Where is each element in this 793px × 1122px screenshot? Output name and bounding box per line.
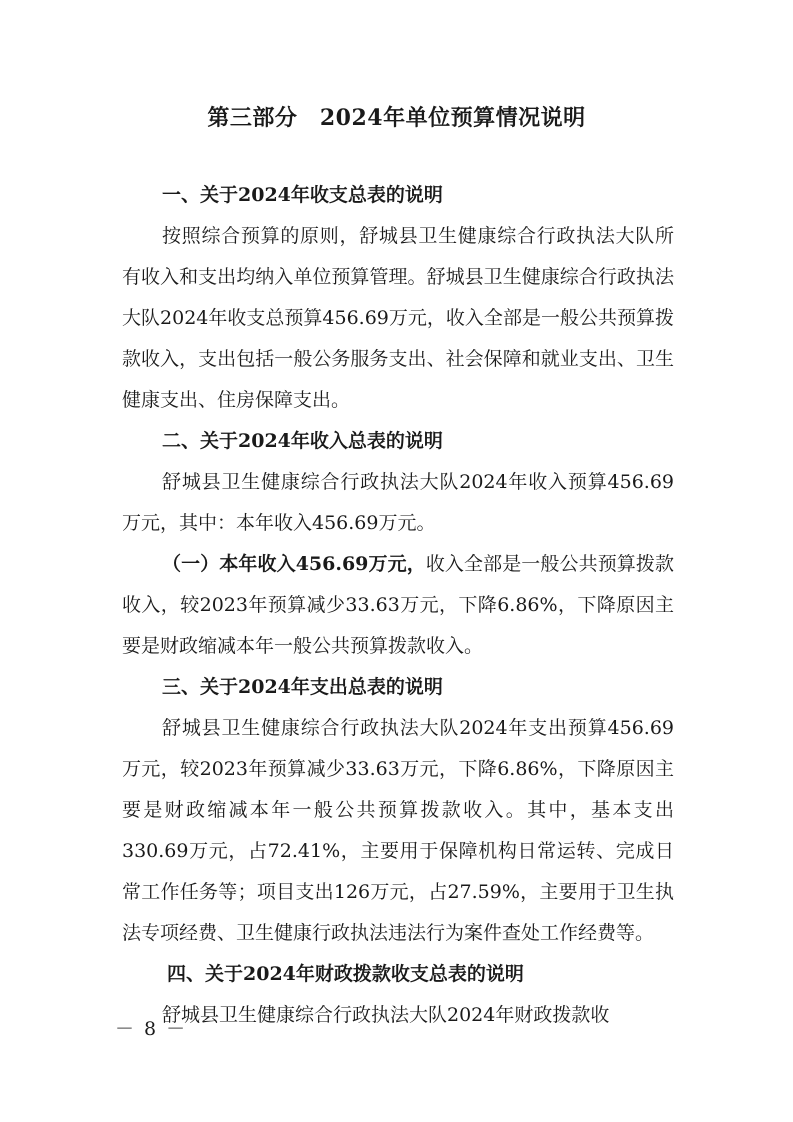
page-title: 第三部分 2024年单位预算情况说明	[207, 105, 586, 131]
section-subparagraph-2-1	[122, 544, 674, 667]
section-heading-2: 二、关于2024年收入总表的说明	[162, 430, 443, 452]
section-paragraph-3: 舒城县卫生健康综合行政执法大队2024年支出预算456.69万元，较2023年预算减少33.63万元，下降6.86%，下降原因主要是财政缩减本年一般公共预算拨款收入。其中，基本支出330.69万元，占72.41%，主要用于保障机构日常运转、完成日常工作任务等；项目支出126万元，占27.59%，主要用于卫生执法专项经费、卫生健康行政执法违法行为案件查处工作经费等。	[122, 717, 674, 944]
subparagraph-lead: （一）本年收入456.69万元，	[162, 553, 426, 575]
subparagraph-text: 收入全部是一般公共预算拨款收入，较2023年预算减少33.63万元，下降6.86%，下降原因主要是财政缩减本年一般公共预算拨款收入。	[122, 553, 674, 657]
section-paragraph-2: 舒城县卫生健康综合行政执法大队2024年收入预算456.69万元，其中：本年收入456.69万元。	[122, 471, 674, 534]
document-body	[122, 175, 674, 1036]
section-paragraph-1: 按照综合预算的原则，舒城县卫生健康综合行政执法大队所有收入和支出均纳入单位预算管理。舒城县卫生健康综合行政执法大队2024年收支总预算456.69万元，收入全部是一般公共预算拨款收入，支出包括一般公务服务支出、社会保障和就业支出、卫生健康支出、住房保障支出。	[122, 225, 674, 411]
section-paragraph-4: 舒城县卫生健康综合行政执法大队2024年财政拨款收	[162, 1004, 610, 1026]
section-heading-3: 三、关于2024年支出总表的说明	[162, 676, 443, 698]
section-heading-1: 一、关于2024年收支总表的说明	[162, 184, 443, 206]
section-heading-4: 四、关于2024年财政拨款收支总表的说明	[167, 963, 524, 985]
page-number: － 8 －	[115, 1018, 188, 1040]
